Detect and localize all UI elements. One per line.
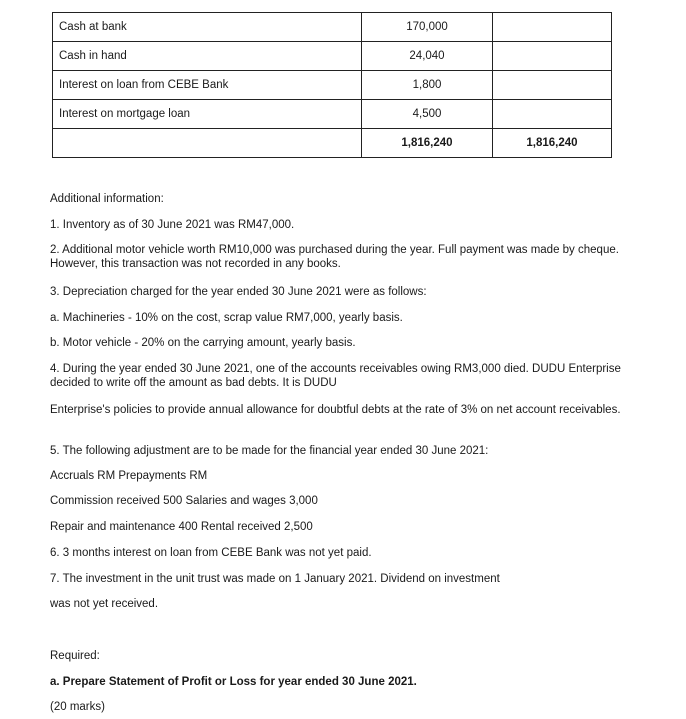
required-heading: Required: (50, 650, 100, 662)
table-row (53, 42, 612, 71)
account-cell: Cash at bank (53, 13, 362, 42)
credit-cell (493, 42, 612, 71)
credit-cell (493, 71, 612, 100)
debit-cell: 24,040 (362, 42, 493, 71)
table-row (53, 71, 612, 100)
total-row (53, 129, 612, 158)
credit-total: 1,816,240 (493, 129, 612, 158)
info-item-6: 6. 3 months interest on loan from CEBE Bank was not yet paid. (50, 547, 372, 559)
info-item-5: 5. The following adjustment are to be made for the financial year ended 30 June 2021: (50, 445, 489, 457)
account-cell: Cash in hand (53, 42, 362, 71)
marks-label: (20 marks) (50, 701, 105, 713)
debit-cell: 170,000 (362, 13, 493, 42)
required-task: a. Prepare Statement of Profit or Loss for year ended 30 June 2021. (50, 676, 417, 688)
info-item-3: 3. Depreciation charged for the year ended 30 June 2021 were as follows: (50, 286, 427, 298)
account-cell (53, 129, 362, 158)
additional-info-heading: Additional information: (50, 193, 164, 205)
adjustment-row: Commission received 500 Salaries and wages 3,000 (50, 495, 318, 507)
debit-total: 1,816,240 (362, 129, 493, 158)
credit-cell (493, 100, 612, 129)
info-item-7-cont: was not yet received. (50, 598, 159, 610)
info-item-2: 2. Additional motor vehicle worth RM10,000 was purchased during the year. Full payment was made by cheque. However, this transaction was not recorded in any books. (50, 244, 619, 270)
account-cell: Interest on loan from CEBE Bank (53, 71, 362, 100)
info-item-3a: a. Machineries - 10% on the cost, scrap value RM7,000, yearly basis. (50, 312, 403, 324)
trial-balance-table (52, 12, 612, 158)
info-item-7: 7. The investment in the unit trust was made on 1 January 2021. Dividend on investment (50, 573, 500, 585)
info-item-3b: b. Motor vehicle - 20% on the carrying amount, yearly basis. (50, 337, 356, 349)
debit-cell: 4,500 (362, 100, 493, 129)
credit-cell (493, 13, 612, 42)
info-item-1: 1. Inventory as of 30 June 2021 was RM47,000. (50, 219, 295, 231)
debit-cell: 1,800 (362, 71, 493, 100)
table-row (53, 13, 612, 42)
adjustment-header: Accruals RM Prepayments RM (50, 470, 208, 482)
table-row (53, 100, 612, 129)
account-cell: Interest on mortgage loan (53, 100, 362, 129)
info-item-4-cont: Enterprise's policies to provide annual allowance for doubtful debts at the rate of 3% on net account receivables. (50, 404, 621, 416)
adjustment-row: Repair and maintenance 400 Rental received 2,500 (50, 521, 313, 533)
info-item-4: 4. During the year ended 30 June 2021, one of the accounts receivables owing RM3,000 died. DUDU Enterprise decided to write off the amount as bad debts. It is DUDU (50, 363, 621, 389)
